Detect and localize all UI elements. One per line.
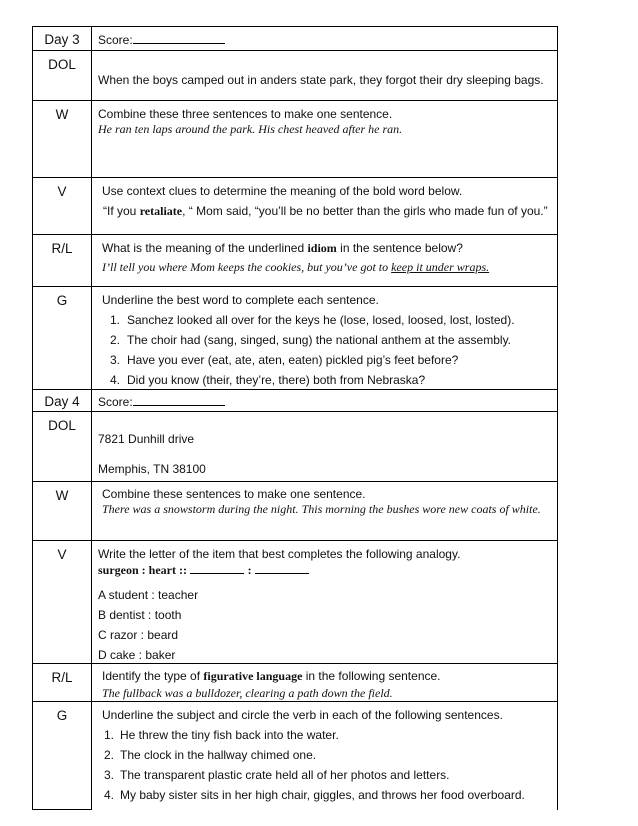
day4-rl-sentence: The fullback was a bulldozer, clearing a path down the field.: [102, 686, 393, 700]
day4-v-instruction: Write the letter of the item that best completes the following analogy.: [98, 547, 461, 561]
day4-v-option-a: A student : teacher: [98, 588, 199, 602]
day3-v-instruction: Use context clues to determine the meaning of the bold word below.: [102, 184, 463, 198]
list-item: 2. The choir had (sang, singed, sung) the national anthem at the assembly.: [109, 333, 512, 347]
day3-rl-row: [33, 235, 558, 287]
day4-w-row: [33, 482, 558, 541]
analogy-blank-1[interactable]: [190, 563, 244, 574]
list-item: 1. Sanchez looked all over for the keys he (lose, losed, loosed, lost, losted).: [109, 313, 515, 327]
day4-g-list: [102, 728, 553, 803]
day4-rl-label: R/L: [33, 664, 92, 702]
day4-v-analogy: surgeon : heart :: :: [98, 562, 553, 578]
day3-dol-label: DOL: [33, 51, 92, 101]
day4-rl-row: [33, 664, 558, 702]
day4-v-option-d: D cake : baker: [98, 648, 176, 662]
day4-g-instruction: Underline the subject and circle the verb in each of the following sentences.: [102, 708, 503, 722]
day4-w-sentences: There was a snowstorm during the night. This morning the bushes wore new coats of white.: [102, 502, 541, 516]
list-item: 1. He threw the tiny fish back into the water.: [103, 728, 339, 742]
day3-rl-label: R/L: [33, 235, 92, 287]
day3-g-list: [102, 313, 553, 388]
worksheet-table: [32, 26, 558, 810]
day4-v-option-c: C razor : beard: [98, 628, 179, 642]
day4-v-label: V: [33, 541, 92, 664]
day4-dol-label: DOL: [33, 412, 92, 482]
day3-header-row: [33, 27, 558, 51]
analogy-blank-2[interactable]: [255, 563, 309, 574]
day3-score-field[interactable]: [133, 32, 225, 44]
day3-dol-row: [33, 51, 558, 101]
day4-label: Day 4: [33, 390, 92, 412]
day4-g-row: [33, 702, 558, 810]
list-item: 3. The transparent plastic crate held all of her photos and letters.: [103, 768, 450, 782]
day3-w-row: [33, 101, 558, 178]
day3-v-label: V: [33, 178, 92, 235]
list-item: 3. Have you ever (eat, ate, aten, eaten) pickled pig’s feet before?: [109, 353, 459, 367]
day3-g-label: G: [33, 287, 92, 390]
day3-v-bold-word: retaliate: [139, 204, 183, 218]
day4-v-row: [33, 541, 558, 664]
day3-w-instruction: Combine these three sentences to make one sentence.: [98, 107, 393, 121]
day3-score-label: Score:: [98, 33, 133, 47]
day4-rl-instruction: Identify the type of figurative language in the following sentence.: [102, 669, 441, 683]
day3-rl-idiom: keep it under wraps.: [391, 260, 490, 274]
day4-dol-row: [33, 412, 558, 482]
day4-dol-line1: 7821 Dunhill drive: [98, 432, 195, 446]
day3-rl-bold-word: idiom: [307, 241, 337, 255]
day3-g-instruction: Underline the best word to complete each sentence.: [102, 293, 379, 307]
day3-label: Day 3: [33, 27, 92, 51]
day4-rl-bold-word: figurative language: [203, 669, 303, 683]
day3-w-label: W: [33, 101, 92, 178]
day3-rl-instruction: What is the meaning of the underlined idiom in the sentence below?: [102, 241, 463, 255]
list-item: 4. Did you know (their, they’re, there) both from Nebraska?: [109, 373, 426, 387]
day4-g-label: G: [33, 702, 92, 810]
day3-v-quote: “If you retaliate, “ Mom said, “you’ll be no better than the girls who made fun of you.”: [103, 204, 548, 218]
day4-score-label: Score:: [98, 395, 133, 409]
day4-score-field[interactable]: [133, 394, 225, 406]
list-item: 2. The clock in the hallway chimed one.: [103, 748, 317, 762]
day4-v-option-b: B dentist : tooth: [98, 608, 182, 622]
day3-v-row: [33, 178, 558, 235]
day3-g-row: [33, 287, 558, 390]
list-item: 4. My baby sister sits in her high chair, giggles, and throws her food overboard.: [103, 788, 525, 802]
day4-header-row: [33, 390, 558, 412]
day3-dol-sentence: When the boys camped out in anders state park, they forgot their dry sleeping bags.: [98, 73, 544, 87]
day4-w-label: W: [33, 482, 92, 541]
day4-dol-line2: Memphis, TN 38100: [98, 462, 206, 476]
day3-w-sentences: He ran ten laps around the park. His chest heaved after he ran.: [98, 122, 403, 136]
worksheet: [32, 26, 558, 810]
day3-rl-sentence: I’ll tell you where Mom keeps the cookies, but you’ve got to keep it under wraps.: [102, 260, 490, 274]
day4-w-instruction: Combine these sentences to make one sentence.: [102, 487, 366, 501]
